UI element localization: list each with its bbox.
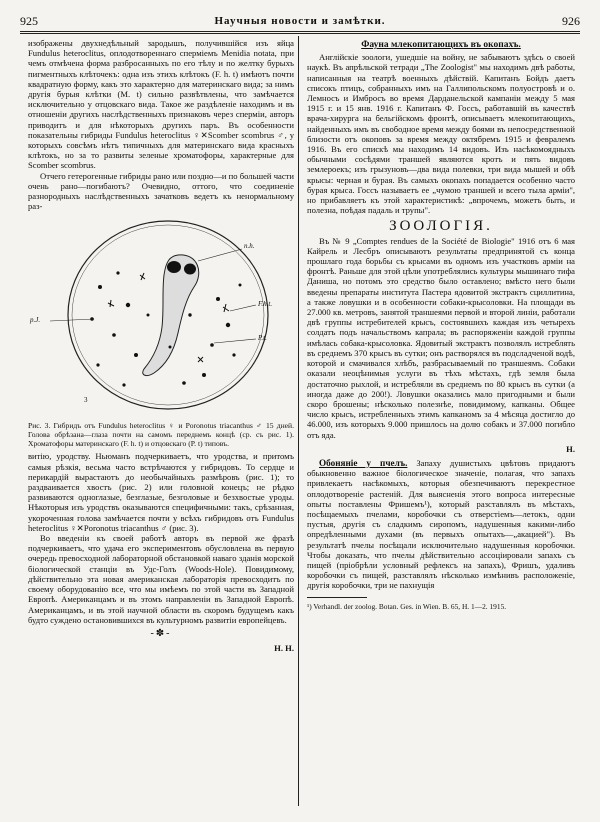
footnote: ¹) Verhandl. der zoolog. Botan. Ges. in Wien. B. 65, H. 1—2. 1915. bbox=[307, 601, 507, 611]
ornament-divider: -✽- bbox=[150, 627, 172, 639]
left-column bbox=[28, 38, 294, 653]
column-divider bbox=[298, 36, 299, 806]
bees-text: Запаху душистыхъ цвѣтовъ придаютъ обыкновенно важное біологическое значеніе, полагая, что запахъ привлекаетъ насѣкомыхъ, которыя обезпечиваютъ перекрестное оплодотвореніе растеній. Для выясненія этого вопроса интересные опыты поставлены Фришемъ¹), который разставлялъ въ мѣстахъ, посѣщаемыхъ пчелами, коробочки съ отверстіемъ—летокъ, одни пустыя, другія съ сладкимъ сиропомъ, надушенныя какими-либо опредѣленными духами (въ первыхъ опытахъ—„акацией"). Въ результатѣ пчелы посѣщали исключительно надушенныя коробочки. Чтобы доказать, что пчелы дѣйствительно ассоціировали запахъ съ пищей (пріобрѣли условный рефлексъ на запахъ), Фришъ, удаливъ коробочки съ пищей, разставлялъ нѣсколько измѣнивъ расположеніе, другія коробочки, три не пахнущія bbox=[307, 457, 576, 591]
running-title: Научныя новости и замѣтки. bbox=[214, 15, 386, 27]
signature-right: Н. bbox=[566, 443, 575, 454]
section-title-bees: Обоняніе у пчелъ. bbox=[319, 457, 408, 468]
left-paragraph-3: витію, уродству. Ньюманъ подчеркиваетъ, что уродства, и притомъ самыя рѣзкія, весьма часто встрѣчаются у гибридовъ. То сердце и перикардій вырастаютъ до необычайныхъ размѣровъ (рис. 1); то раздваивается хвостъ (рис. 2) или головной конецъ; не рѣдко развиваются одноглазые, безглазые, безголовые и безхвостые уроды. Нѣкоторыя изъ уродствъ оказываются специфичными: такъ, срѣзанная, укороченная голова замѣчается почти у всѣхъ гибридовъ отъ Fundulus heteroclitus ♀✕Poronotus triacanthus ♂ (рис. 3). bbox=[28, 451, 294, 533]
signature-left: Н. Н. bbox=[274, 643, 294, 654]
right-paragraph-bees bbox=[307, 458, 575, 591]
section-title-fauna: Фауна млекопитающихъ въ окопахъ. bbox=[361, 40, 521, 50]
page-number-right: 926 bbox=[562, 14, 580, 28]
right-paragraph-rats: Въ № 9 „Comptes rendues de la Société de Biologie" 1916 отъ 6 мая Кайрель и Лесбръ описываютъ результаты предпринятой съ конца прошлаго года борьбы съ крысами въ одномъ изъ участковъ арміи на фронтѣ. Раньше для этой цѣли употреблялись культуры мышинаго тифа Даниша, но потомъ это средство было оставлено; вмѣсто него были введены препараты института Пастера ядовитой экстрактъ сциллитина, а также ловушки и в особенности собаки-крысоловки. На площади въ 27.000 кв. метровъ, занятой траншеями первой и второй линіи, работали двѣ группы истребителей крысъ, состоявшихъ каждая изъ четырехъ солдатъ подъ начальствомъ капрала; въ распоряженіи каждой группы имѣлась собака-крысоловка. Ядовитый экстрактъ позволялъ истреблять въ среднемъ 370 крысъ въ сутки; онъ растворялся въ подсладченой водѣ, которой и смачивался хлѣбъ, разбрасываемый по траншеямъ. Собаки оказали неоцѣнимыя услуги въ тѣхъ мѣстахъ, гдѣ земля была достаточно рыхлой, и истребляли въ среднемъ по 80 крысъ въ сутки (а иногда даже до 200!). Ловушки оказались мало пригодными и были скоро брошены; нѣсколько полезнѣе, повидимому, капканы. Общее число крысъ, истребленныхъ этимъ капканомъ за 4 мѣсяца достигло до 46.000, изъ которыхъ 9.000 пришлось на долю собакъ и 37.000 погибло отъ яда. bbox=[307, 235, 575, 440]
label-fht: F.h.t. bbox=[258, 300, 273, 309]
left-paragraph-2: Отчего гетерогенные гибриды рано или поздно—и по большей части очень рано—погибаютъ? Очевидно, оттого, что соединеніе разнородныхъ наслѣдственныхъ зачатковъ ведетъ къ ненормальному раз- bbox=[28, 170, 294, 212]
label-nh: n.h. bbox=[244, 242, 255, 251]
label-figure-number: 3 bbox=[84, 396, 88, 405]
figure-caption: Рис. 3. Гибридъ отъ Fundulus heteroclitus ♀ и Poronotus triacanthus ♂ 15 дней. Голова обрѣзана—глаза почти на самомъ переднемъ концѣ (ср. съ рис. 1). Хроматофоры материнскаго (F. h. t) и отцовскаго (P. t) типовъ. bbox=[28, 421, 294, 449]
footnote-rule bbox=[307, 597, 367, 598]
label-pj: p.J. bbox=[30, 316, 41, 325]
header-rule bbox=[20, 31, 580, 32]
left-paragraph-1: изображены двухнедѣльный зародышъ, получившійся изъ яйца Fundulus heteroclitus, оплодотвореннаго спермiемъ Menidia notata, при чемъ отмѣчена форма разбросанныхъ по его тѣлу и по желтку бурыхъ пигментныхъ клѣточекъ: одна изъ этихъ клѣтокъ (F. h. t) имѣютъ почти квадратную форму, какъ это характерно для материнскаго вида; за нимъ другія бурыя клѣтки (M. t) сильно развѣтвлены, что замѣчается исключительно у отцовскаго вида. Такое же раздѣленіе находимъ и въ отношеніи другихъ наслѣдственныхъ признаковъ через спермiи, авторъ приводитъ и для нѣкоторыхъ другихъ паръ. Въ особенности показательны гибриды Fundulus heteroclitus ♀✕Scomber scombrus ♂, у которыхъ совсѣмъ нѣтъ типичныхъ для материнскаго вида красныхъ клѣтокъ, но за то развиты зеленые хроматофоры, характерные для Scomber scombrus. bbox=[28, 38, 294, 171]
page-header bbox=[20, 14, 580, 30]
right-paragraph-fauna: Англійскіе зоологи, ушедшіе на войну, не забываютъ здѣсь о своей наукѣ. Въ апрѣльской тетради „The Zoologist" мы находимъ двѣ работы, написанныя на театрѣ военныхъ дѣйствій. Капитанъ Бойдъ даетъ списокъ птицъ, собранныхъ имъ на Галлипольскомъ полуостровѣ и о. Лемносъ и Имбросъ во время Дарданельской кампаніи между 5 мая 1915 г. и 15 янв. 1916 г. Капитанъ Ф. Госсъ, работавшій въ качествѣ врача-хирурга на бельгійскомъ фронтѣ, описываетъ млекопитающихъ, найденныхъ имъ въ свободное время между боями въ непосредственной близости отъ окоповъ за время между октябремъ 1915 и февралемъ 1916. Въ его спискѣ мы находимъ 14 видовъ. Изъ насѣкомоядныхъ обычными сосѣдями траншей являются кротъ и пять видовъ землероекъ; изъ грызуновъ—два вида полевки, три вида мышей и обѣ крысы: черная и бурая. Въ самыхъ окопахъ попадается особенно часто бурая крыса. Госсъ называетъ ее „чумою траншей и всего тыла арміи", но прибавляетъ къ этой характеристикѣ: „впрочемъ, можетъ быть, и полезна, поѣдая падаль и трупы". bbox=[307, 52, 575, 216]
label-pt: P.t. bbox=[258, 334, 267, 343]
left-paragraph-4: Во введеніи къ своей работѣ авторъ въ первой же фразѣ подчеркиваетъ, что удача его экспериментовъ обусловлена въ первую очередь превосходной лабораторной обстановкой наваго зданія морской біологической станціи въ Удс-Голъ (Woods-Hole). Повидимому, дѣйствительно эта новая американская лабораторія превосходитъ по своему оборудованію все, что мы имѣемъ по этой части въ Западной Европѣ. Американцамъ и въ этомъ направленіи въ Западной Европѣ. Американцамъ, и въ этой научной области въ скоромъ будущемъ какъ будто суждено остановившихся въ культурномъ развитіи европейцевъ. bbox=[28, 533, 294, 625]
header-rule-double bbox=[20, 33, 580, 34]
section-title-zoology: ЗООЛОГІЯ. bbox=[389, 218, 493, 235]
right-column bbox=[307, 38, 575, 611]
figure-3 bbox=[28, 215, 294, 419]
page-number-left: 925 bbox=[20, 14, 38, 28]
